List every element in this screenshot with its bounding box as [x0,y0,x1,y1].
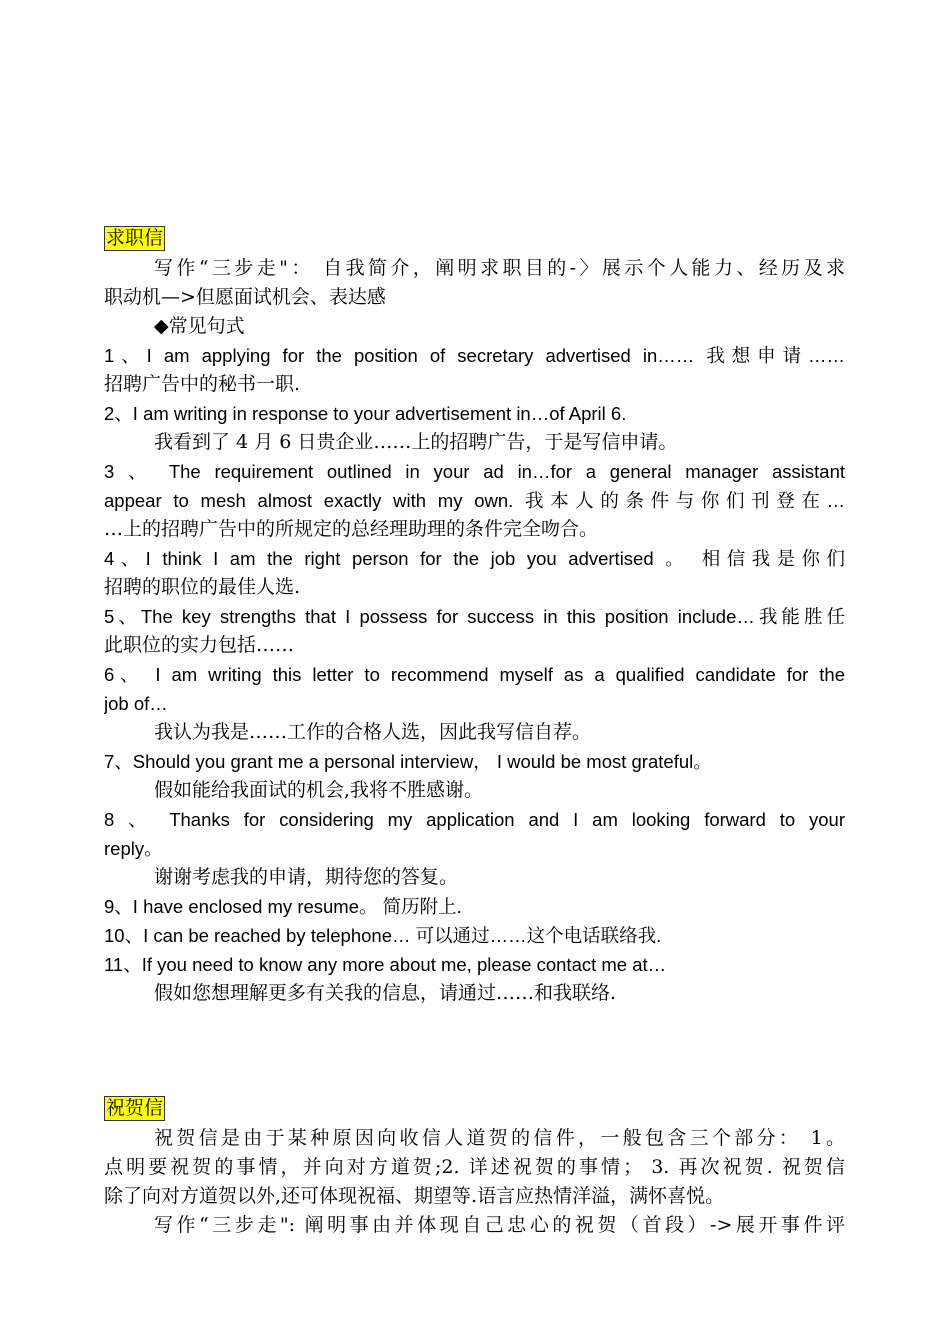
phrase-item-line: 8 、 Thanks for considering my application and I am looking forward to your [104,809,845,830]
phrase-item-line: 1、I am applying for the position of secretary advertised in…… 我想申请…… [104,345,845,366]
section-spacer [104,1008,845,1095]
common-phrases-subheading: ◆常见句式 [154,315,245,337]
congrats-paragraph-line: 祝贺信是由于某种原因向收信人道贺的信件，一般包含三个部分： 1。 [154,1127,845,1149]
document-page [104,225,845,1240]
intro-line: 职动机—>但愿面试机会、表达感 [104,286,386,308]
phrase-item-line: 7、Should you grant me a personal interview， I would be most grateful。 [104,751,712,772]
phrase-item-line: 11、If you need to know any more about me, please contact me at… [104,954,667,975]
phrase-item-line: 2、I am writing in response to your advertisement in…of April 6. [104,403,627,424]
intro-line: 写作“三步走"： 自我简介，阐明求职目的-〉展示个人能力、经历及求 [154,257,845,279]
phrase-item-line: appear to mesh almost exactly with my own. 我本人的条件与你们刊登在… [104,490,845,511]
phrase-item-line: 招聘的职位的最佳人选. [104,576,301,598]
congrats-paragraph-line: 点明要祝贺的事情，并向对方道贺;2. 详述祝贺的事情； 3. 再次祝贺. 祝贺信 [104,1156,845,1178]
job-letter-heading-row [104,225,845,254]
phrase-item-line: 9、I have enclosed my resume。 简历附上. [104,896,462,917]
phrase-item-line: job of… [104,693,168,714]
phrase-item-line: 3 、 The requirement outlined in your ad in…for a general manager assistant [104,461,845,482]
congrats-letter-heading: 祝贺信 [106,1097,164,1119]
phrase-item-line: 招聘广告中的秘书一职. [104,373,301,395]
congrats-paragraph-line: 除了向对方道贺以外,还可体现祝福、期望等.语言应热情洋溢，满怀喜悦。 [104,1185,725,1207]
phrase-item-line: 4、I think I am the right person for the job you advertised 。 相信我是你们 [104,548,845,569]
phrase-item-line: 此职位的实力包括…… [104,634,295,656]
phrase-item-line: reply。 [104,838,163,859]
phrase-item-line: 5、The key strengths that I possess for success in this position include…我能胜任 [104,606,845,627]
phrase-item-line: 10、I can be reached by telephone… 可以通过……这个电话联络我. [104,925,662,946]
phrase-item-translation: 谢谢考虑我的申请，期待您的答复。 [154,866,459,888]
congrats-letter-heading-row [104,1095,845,1124]
phrase-item-translation: 假如能给我面试的机会,我将不胜感谢。 [154,779,484,801]
phrase-item-translation: 我认为我是……工作的合格人选，因此我写信自荐。 [154,721,592,743]
job-letter-heading: 求职信 [106,227,164,249]
phrase-item-translation: 假如您想理解更多有关我的信息，请通过……和我联络. [154,982,617,1004]
phrase-item-translation: 我看到了 4 月 6 日贵企业……上的招聘广告，于是写信申请。 [154,431,678,453]
phrase-item-line: 6、 I am writing this letter to recommend myself as a qualified candidate for the [104,664,845,685]
phrase-item-line: …上的招聘广告中的所规定的总经理助理的条件完全吻合。 [104,518,599,540]
congrats-paragraph-line: 写作“三步走": 阐明事由并体现自己忠心的祝贺（首段）->展开事件评 [154,1214,845,1236]
